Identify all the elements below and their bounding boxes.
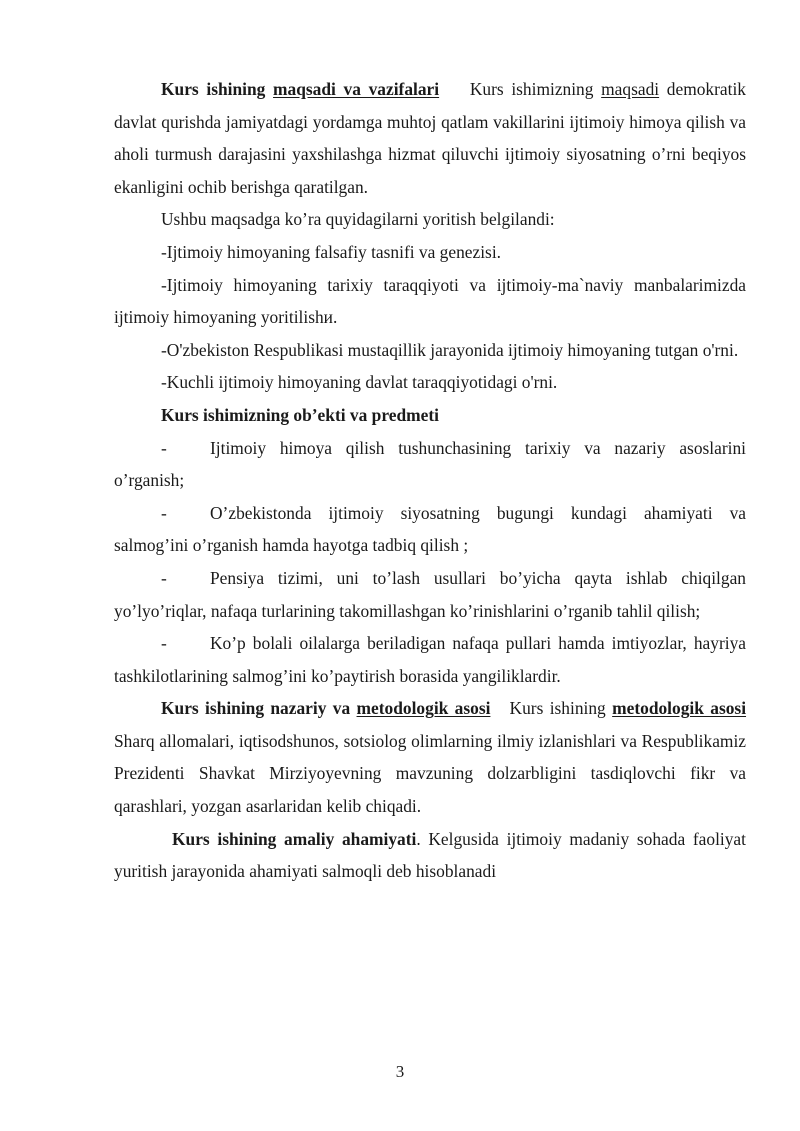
practical-heading: Kurs ishining amaliy ahamiyati xyxy=(172,828,417,849)
task-item: -O'zbekiston Respublikasi mustaqillik jarayonida ijtimoiy himoyaning tutgan o'rni. xyxy=(161,339,739,360)
list-item: - O’zbekistonda ijtimoiy siyosatning bugungi kundagi ahamiyati va salmog’ini o’rganish hamda hayotga tadbiq qilish ; xyxy=(114,497,746,562)
list-dash: - xyxy=(161,437,167,458)
list-dash: - xyxy=(161,502,167,523)
practical-paragraph: Kurs ishining amaliy ahamiyati. Kelgusida ijtimoiy madaniy sohada faoliyat yuritish jarayonida ahamiyati salmoqli deb hisoblanadi xyxy=(114,828,746,882)
object-heading: Kurs ishimizning ob’ekti va predmeti xyxy=(161,404,439,425)
maqsadi-underlined: maqsadi xyxy=(601,79,660,99)
methodology-paragraph: Kurs ishining nazariy va metodologik asosi Kurs ishining metodologik asosi Sharq allomalari, iqtisodshunos, sotsiolog olimlarning ilmiy izlanishlari va Respublikamiz Prezidenti Shavkat Mirziyoyevning mavzuning dolzarbligini tasdiqlovchi fikr va qarashlari, yozgan asarlaridan kelib chiqadi. xyxy=(114,698,747,817)
list-item: - Pensiya tizimi, uni to’lash usullari bo’yicha qayta ishlab chiqilgan yo’lyo’riqlar, nafaqa turlarining takomillashgan ko’rinishlarini o’rganib tahlil qilish; xyxy=(114,562,746,627)
list-item: - Ko’p bolali oilalarga beriladigan nafaqa pullari hamda imtiyozlar, hayriya tashkilotlarining salmog’ini ko’paytirish borasida yangiliklardir. xyxy=(114,627,746,692)
methodology-basis-underlined: metodologik asosi xyxy=(612,698,747,719)
task-item: -Ijtimoiy himoyaning tarixiy taraqqiyoti va ijtimoiy-ma`naviy manbalarimizda ijtimoiy himoyaning yoritilishи. xyxy=(114,274,746,328)
purpose-heading: Kurs ishining maqsadi va vazifalari xyxy=(161,79,440,99)
list-dash: - xyxy=(161,633,167,654)
task-item: -Ijtimoiy himoyaning falsafiy tasnifi va genezisi. xyxy=(161,241,502,262)
purpose-heading-underlined: maqsadi va vazifalari xyxy=(273,79,440,99)
purpose-paragraph: Kurs ishining maqsadi va vazifalari Kurs ishimizning maqsadi demokratik davlat qurishda jamiyatdagi yordamga muhtoj qatlam vakillarini ijtimoiy himoya qilish va aholi turmush darajasini yaxshilashga hizmat qiluvchi ijtimoiy siyosatning o’rni beqiyos ekanligini ochib berishga qaratilgan. xyxy=(114,79,746,197)
list-item: - Ijtimoiy himoya qilish tushunchasining tarixiy va nazariy asoslarini o’rganish; xyxy=(114,432,746,497)
task-item: -Kuchli ijtimoiy himoyaning davlat taraqqiyotidagi o'rni. xyxy=(161,372,558,393)
list-dash: - xyxy=(161,567,167,588)
tasks-intro: Ushbu maqsadga ko’ra quyidagilarni yoritish belgilandi: xyxy=(161,209,555,230)
document-body xyxy=(114,73,746,888)
page-number: 3 xyxy=(395,1062,405,1081)
methodology-heading: Kurs ishining nazariy va metodologik asosi xyxy=(161,698,491,719)
